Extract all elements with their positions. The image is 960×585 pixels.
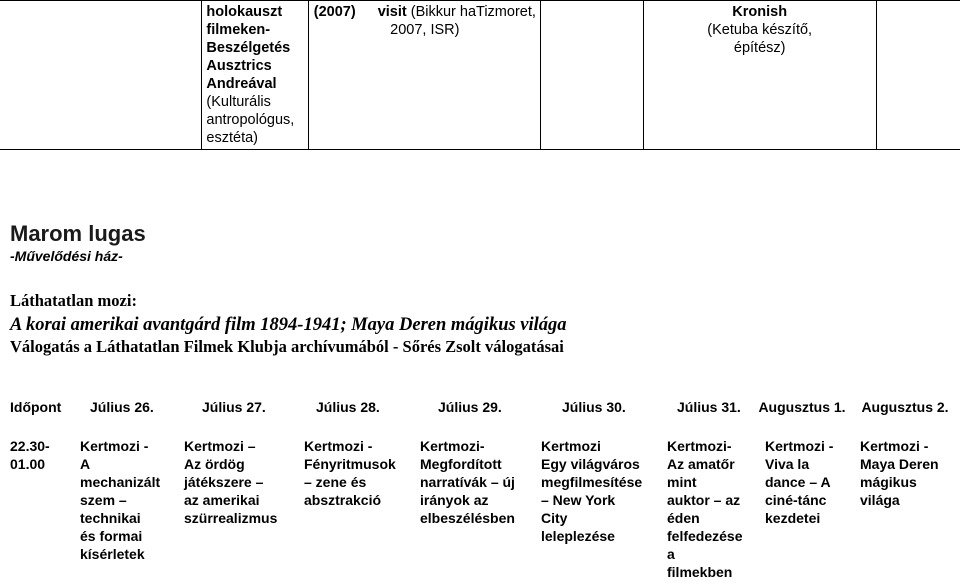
event-line: A (80, 456, 91, 472)
event-line: Kertmozi (541, 438, 601, 454)
event-line: szürrealizmus (184, 510, 278, 526)
event-cell (765, 437, 855, 527)
speaker-details: (Ketuba készítő, építész) (707, 22, 813, 56)
event-line: kísérletek (80, 546, 145, 562)
event-line: mechanizált (80, 474, 161, 490)
desc-line: holokauszt (206, 4, 283, 20)
desc-line: Andreával (206, 76, 277, 92)
event-line: szem – (80, 492, 127, 508)
film-title: visit (377, 4, 407, 20)
program-selection: Válogatás a Láthatatlan Filmek Klubja archívumából - Sőrés Zsolt válogatásai (10, 337, 564, 356)
header-date: Augusztus 2. (861, 399, 949, 415)
desc-line: esztéta) (206, 130, 259, 146)
desc-line: Ausztrics (206, 58, 272, 74)
schedule-table (0, 398, 960, 585)
event-line: dance – A (765, 474, 831, 490)
event-line: játékszere – (184, 474, 264, 490)
program-title: A korai amerikai avantgárd film 1894-1941; Maya Deren mágikus világa (10, 315, 567, 335)
event-cell (184, 437, 294, 527)
event-line: Kertmozi - (304, 438, 373, 454)
header-date: Július 29. (438, 399, 502, 415)
venue-subtitle: -Művelődési ház- (10, 248, 123, 264)
header-date: Július 27. (202, 399, 266, 415)
event-line: technikai (80, 510, 141, 526)
event-line: Megfordított (420, 456, 502, 472)
event-line: elbeszélésben (420, 510, 515, 526)
event-line: Egy világváros (541, 456, 640, 472)
desc-line: filmeken- (206, 22, 271, 38)
event-cell (420, 437, 538, 527)
event-description-cell (202, 1, 309, 150)
event-line: ciné-tánc (765, 492, 827, 508)
top-program-table (0, 0, 960, 150)
event-line: és formai (80, 528, 143, 544)
event-line: éden (667, 510, 700, 526)
event-line: irányok az (420, 492, 489, 508)
event-line: az amerikai (184, 492, 260, 508)
event-line: absztrakció (304, 492, 382, 508)
event-line: Az ördög (184, 456, 245, 472)
event-line: leleplezése (541, 528, 615, 544)
film-details: (Bikkur haTizmoret, 2007, ISR) (390, 4, 536, 38)
event-description-lines (206, 3, 304, 147)
schedule-row (0, 437, 960, 585)
film-cell (309, 1, 541, 150)
event-line: Fényritmusok (304, 456, 396, 472)
event-line: narratívák – új (420, 474, 515, 490)
event-line: – zene és (304, 474, 367, 490)
event-line: Kertmozi- (667, 438, 732, 454)
event-line: Kertmozi – (184, 438, 256, 454)
event-line: City (541, 510, 568, 526)
time-line: 22.30- (10, 438, 50, 454)
empty-cell (0, 1, 202, 150)
event-line: Viva la (765, 456, 810, 472)
desc-line: (Kulturális (206, 94, 271, 110)
header-date: Augusztus 1. (758, 399, 846, 415)
event-cell (860, 437, 958, 509)
event-cell (667, 437, 757, 581)
event-line: mint (667, 474, 697, 490)
event-line: mágikus (860, 474, 917, 490)
program-label: Láthatatlan mozi: (10, 291, 137, 310)
header-date: Július 26. (90, 399, 154, 415)
event-cell (541, 437, 661, 545)
desc-line: Beszélgetés (206, 40, 291, 56)
event-line: filmekben (667, 564, 733, 580)
time-cell (10, 437, 70, 473)
event-line: auktor – az (667, 492, 741, 508)
event-line: a (667, 546, 675, 562)
header-date: Július 28. (316, 399, 380, 415)
header-date: Július 31. (677, 399, 741, 415)
venue-title: Marom lugas (10, 221, 146, 246)
event-cell (304, 437, 414, 509)
header-time: Időpont (10, 399, 62, 415)
speaker-cell (643, 1, 876, 150)
event-line: Az amatőr (667, 456, 735, 472)
header-date: Július 30. (562, 399, 626, 415)
event-line: megfilmesítése (541, 474, 643, 490)
film-year: (2007) (313, 4, 356, 20)
event-line: Kertmozi - (860, 438, 929, 454)
schedule-header-row (0, 398, 960, 418)
event-line: – New York (541, 492, 616, 508)
speaker-name: Kronish (732, 4, 788, 20)
event-line: Maya Deren (860, 456, 939, 472)
event-line: világa (860, 492, 900, 508)
event-line: Kertmozi - (80, 438, 149, 454)
event-line: Kertmozi - (765, 438, 834, 454)
event-line: Kertmozi- (420, 438, 485, 454)
event-cell (80, 437, 172, 563)
desc-line: antropológus, (206, 112, 295, 128)
event-line: felfedezése (667, 528, 743, 544)
empty-cell (541, 1, 644, 150)
event-line: kezdetei (765, 510, 821, 526)
time-line: 01.00 (10, 456, 46, 472)
empty-cell (876, 1, 960, 150)
